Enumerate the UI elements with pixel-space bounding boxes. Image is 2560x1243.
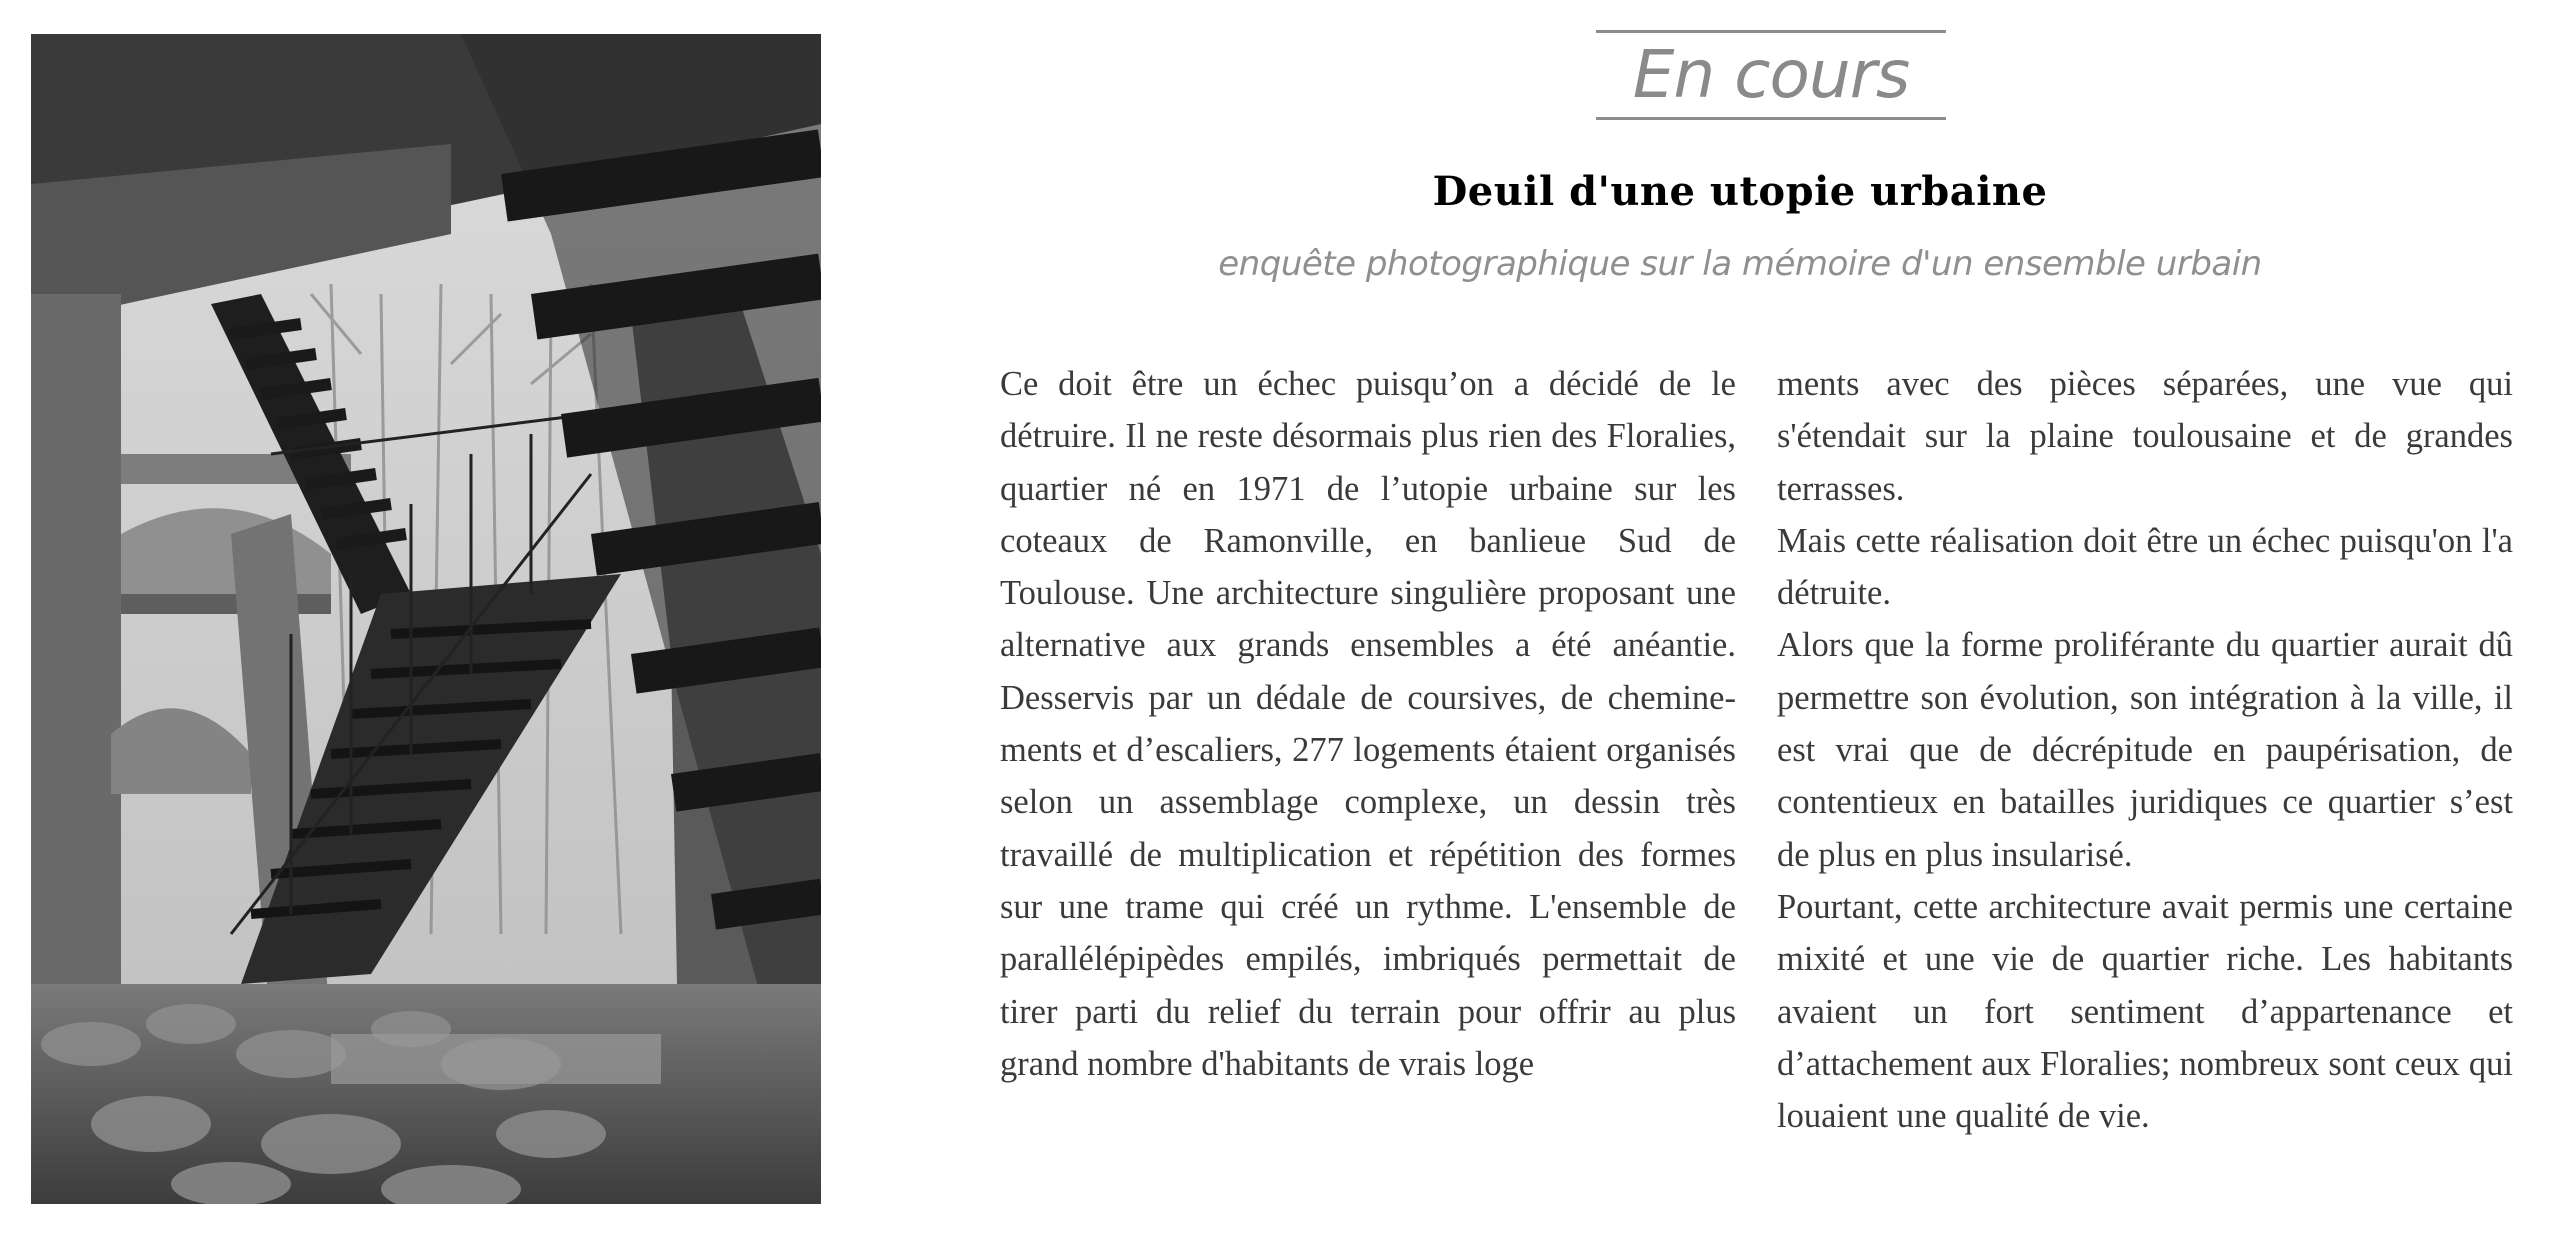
paragraph: Alors que la forme proliférante du quartier aurait dû permettre son évolution, son intégration à la ville, il est vrai que de décrépitude en paupérisation, de contentieux en batailles juridiques ce quartier s’est de plus en plus insularisé. [1777,626,2513,874]
staircase-photo-icon [31,34,821,1204]
section-label: En cours [1632,36,1910,113]
text-column-2 [1777,358,2513,1142]
paragraph: ments avec des pièces séparées, une vue qui s'étendait sur la plaine toulousaine et de grandes terrasses. [1777,365,2513,508]
article-title: Deuil d'une utopie urbaine [1432,168,2048,215]
paragraph: Ce doit être un échec puisqu’on a décidé de le détruire. Il ne reste désormais plus rien des Floralies, quartier né en 1971 de l’utopie urbaine sur les coteaux de Ramonville, en banlieue Sud de Toulouse. Une architecture singulière proposant une alternative aux grands ensembles a été anéantie. Desservis par un dédale de coursives, de cheminements et d’escaliers, 277 logements étaient organisés selon un assemblage complexe, un dessin très travaillé de multiplication et répétition des formes sur une trame qui créé un rythme. L'ensemble de parallélépipèdes empilés, imbriqués permettait de tirer parti du relief du terrain pour offrir au plus grand nombre d'habitants de vrais loge [1000,365,1736,1083]
text-column-1 [1000,358,1736,1142]
article-body [1000,358,2513,1142]
paragraph: Pourtant, cette architecture avait permis une certaine mixité et une vie de quartier riche. Les habitants avaient un fort sentiment d’appartenance et d’attachement aux Floralies; nombreux sont ceux qui louaient une qualité de vie. [1777,887,2513,1136]
paragraph: Mais cette réalisation doit être un échec puisqu'on l'a détruite. [1777,521,2513,613]
article-subtitle: enquête photographique sur la mémoire d'un ensemble urbain [1218,244,2262,284]
section-label-box [1596,30,1946,120]
staircase-photo [31,34,821,1204]
